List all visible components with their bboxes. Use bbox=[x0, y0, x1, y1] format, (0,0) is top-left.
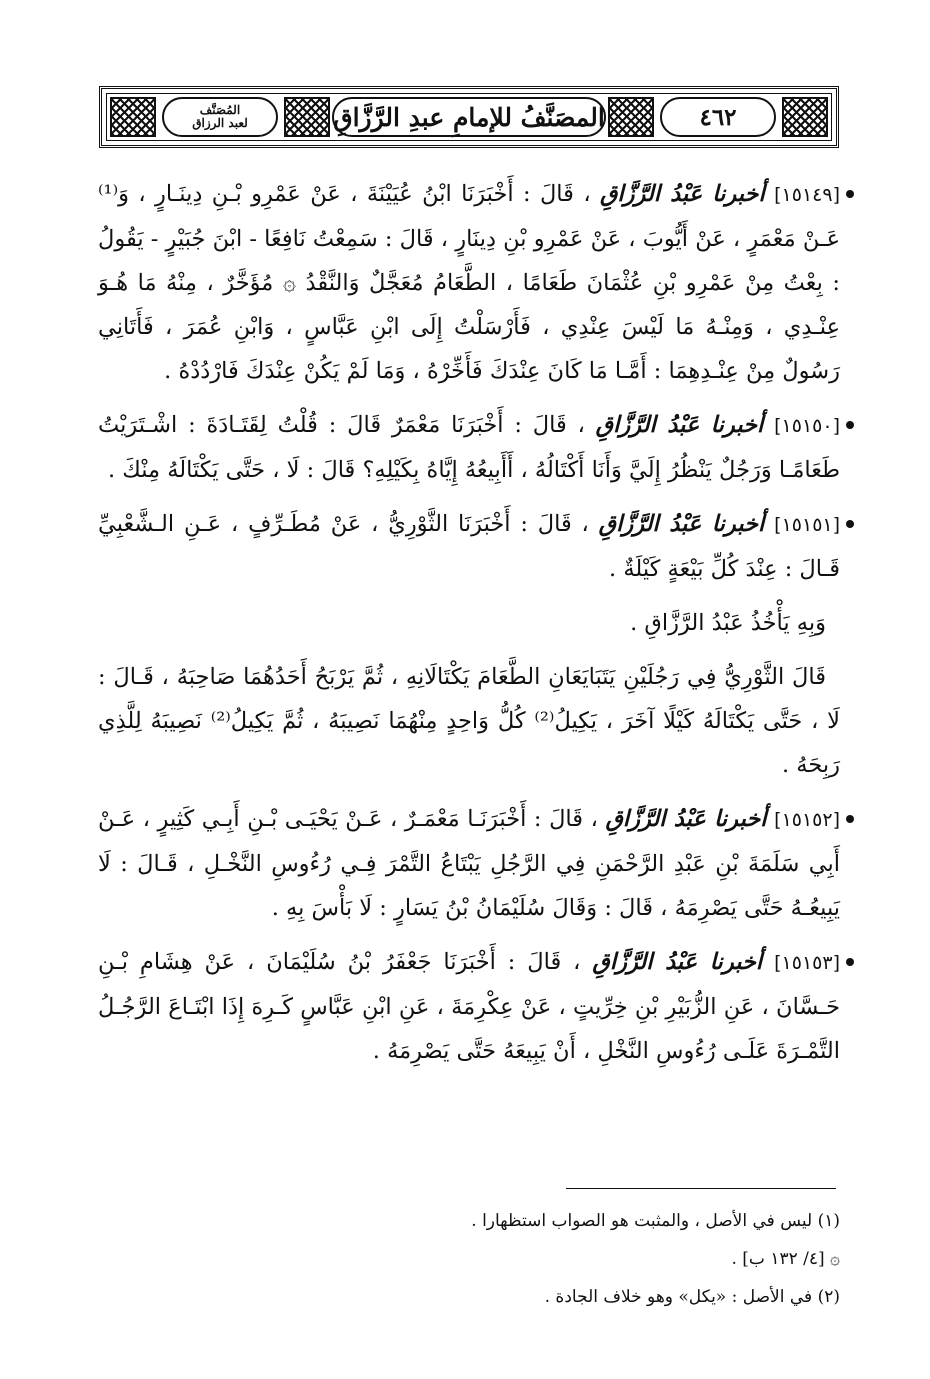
bullet-icon bbox=[846, 815, 854, 823]
bullet-icon bbox=[846, 190, 854, 198]
page-header bbox=[99, 86, 839, 148]
narration-opening: أخبرنا عَبْدُ الرَّزَّاقِ bbox=[595, 412, 764, 438]
book-logo bbox=[162, 97, 278, 137]
hadith-entry bbox=[98, 797, 840, 930]
hadith-entry bbox=[98, 403, 840, 492]
hadith-number: [١٥١٥٢] bbox=[774, 809, 841, 831]
logo-line-1: المُصَنَّف bbox=[199, 103, 241, 117]
bullet-icon bbox=[846, 520, 854, 528]
hadith-number: [١٥١٥١] bbox=[774, 514, 841, 536]
hadith-entry bbox=[98, 172, 840, 393]
header-ornament-left-inner bbox=[284, 97, 330, 137]
footnote-2: (٢) في الأصل : «يكل» وهو خلاف الجادة . bbox=[544, 1287, 840, 1307]
commentary-paragraph: قَالَ الثَّوْرِيُّ فِي رَجُلَيْنِ يَتَبَايَعَانِ الطَّعَامَ يَكْتَالَانِهِ ، ثُمَّ يَرْبَحُ أَحَدُهُمَا صَاحِبَهُ ، قَـالَ : لَا ، حَتَّى يَكْتَالَهُ كَيْلًا آخَرَ ، يَكِيلُ⁽²⁾ كُلُّ وَاحِدٍ مِنْهُمَا نَصِيبَهُ ، ثُمَّ يَكِيلُ⁽²⁾ نَصِيبَهُ لِلَّذِي رَبِحَهُ . bbox=[98, 664, 840, 778]
bullet-icon bbox=[846, 958, 854, 966]
logo-line-2: لعبد الرزاق bbox=[192, 116, 248, 130]
header-ornament-right-inner bbox=[608, 97, 654, 137]
header-ornament-right-outer bbox=[782, 97, 828, 137]
hadith-entry bbox=[98, 502, 840, 591]
footnote-separator bbox=[566, 1188, 836, 1189]
hadith-text: ، قَالَ : أَخْبَرَنَا جَعْفَرُ بْنُ سُلَيْمَانَ ، عَنْ هِشَامِ بْـنِ حَـسَّانَ ، عَنِ الزُّبَيْرِ بْنِ خِرِّيتٍ ، عَنْ عِكْرِمَةَ ، عَنِ ابْنِ عَبَّاسٍ كَـرِهَ إِذَا ابْتَـاعَ الرَّجُـلُ التَّمْـرَةَ عَلَـى رُءُوسِ النَّخْلِ ، أَنْ يَبِيعَهُ حَتَّى يَصْرِمَهُ . bbox=[98, 949, 840, 1064]
hadith-text: ، قَالَ : أَخْبَرَنَا الثَّوْرِيُّ ، عَنْ مُطَـرِّفٍ ، عَـنِ الـشَّعْبِيِّ قَـالَ : عِنْدَ كُلِّ بَيْعَةٍ كَيْلَةٌ . bbox=[98, 511, 840, 582]
bullet-icon bbox=[846, 421, 854, 429]
narration-opening: أخبرنا عَبْدُ الرَّزَّاقِ bbox=[599, 181, 765, 207]
hadith-text: ، قَالَ : أَخْبَرَنَا مَعْمَرٌ قَالَ : قُلْتُ لِقَتَـادَةَ : اشْـتَرَيْتُ طَعَامًـا وَرَجُلٌ يَنْظُرُ إِلَيَّ وَأَنَا أَكْتَالُهُ ، أَأَبِيعُهُ إِيَّاهُ بِكَيْلِهِ؟ قَالَ : لَا ، حَتَّى يَكْتَالَهُ مِنْكَ . bbox=[98, 412, 840, 483]
narration-opening: أخبرنا عَبْدُ الرَّزَّاقِ bbox=[598, 511, 765, 537]
hadith-text: ، قَالَ : أَخْبَرَنَـا مَعْمَـرٌ ، عَـنْ يَحْيَـى بْـنِ أَبِـي كَثِيرٍ ، عَـنْ أَبِي سَلَمَةَ بْنِ عَبْدِ الرَّحْمَنِ فِي الرَّجُلِ يَبْتَاعُ التَّمْرَ فِـي رُءُوسِ النَّخْـلِ ، قَـالَ : لَا يَبِيعُـهُ حَتَّى يَصْرِمَهُ ، قَالَ : وَقَالَ سُلَيْمَانُ بْنُ يَسَارٍ : لَا بَأْسَ بِهِ . bbox=[98, 806, 840, 921]
hadith-text: ، قَالَ : أَخْبَرَنَا ابْنُ عُيَيْنَةَ ، عَنْ عَمْرِو بْـنِ دِينَـارٍ ، وَ⁽¹⁾ عَـنْ مَعْمَرٍ ، عَنْ أَيُّوبَ ، عَنْ عَمْرِو بْنِ دِينَارٍ ، قَالَ : سَمِعْتُ نَافِعًا - ابْنَ جُبَيْرٍ - يَقُولُ : بِعْتُ مِنْ عَمْرِو بْنِ عُثْمَانَ طَعَامًا ، الطَّعَامُ مُعَجَّلٌ وَالنَّقْدُ ۞ مُؤَخَّرٌ ، مِنْهُ مَا هُـوَ عِنْـدِي ، وَمِنْـهُ مَا لَيْسَ عِنْدِي ، فَأَرْسَلْتُ إِلَى ابْنِ عَبَّاسٍ ، وَابْنِ عُمَرَ ، فَأَتَانِي رَسُولٌ مِنْ عِنْـدِهِمَا : أَمَّـا مَا كَانَ عِنْدَكَ فَأَخِّرْهُ ، وَمَا لَمْ يَكُنْ عِنْدَكَ فَارْدُدْهُ . bbox=[98, 181, 840, 384]
main-text bbox=[98, 172, 840, 1083]
hadith-entry bbox=[98, 940, 840, 1073]
footnotes bbox=[98, 1202, 840, 1316]
header-ornament-left-outer bbox=[110, 97, 156, 137]
narration-opening: أخبرنا عَبْدُ الرَّزَّاقِ bbox=[605, 806, 767, 832]
page-number-badge bbox=[660, 97, 776, 137]
book-title: المصَنَّفُ للإمامِ عبدِ الرَّزَّاقِ bbox=[333, 102, 605, 132]
hadith-number: [١٥١٥٠] bbox=[774, 415, 840, 437]
footnote-1: (١) ليس في الأصل ، والمثبت هو الصواب استظهارا . bbox=[471, 1211, 840, 1231]
commentary-paragraph: وَبِهِ يَأْخُذُ عَبْدُ الرَّزَّاقِ . bbox=[630, 610, 826, 636]
hadith-number: [١٥١٤٩] bbox=[774, 184, 840, 206]
manuscript-marker-note: ۞ [٤/ ١٣٢ ب] . bbox=[731, 1249, 840, 1269]
hadith-number: [١٥١٥٣] bbox=[774, 952, 840, 974]
narration-opening: أخبرنا عَبْدُ الرَّزَّاقِ bbox=[592, 949, 763, 975]
title-cartouche bbox=[332, 97, 606, 137]
page-number: ٤٦٢ bbox=[699, 103, 737, 131]
